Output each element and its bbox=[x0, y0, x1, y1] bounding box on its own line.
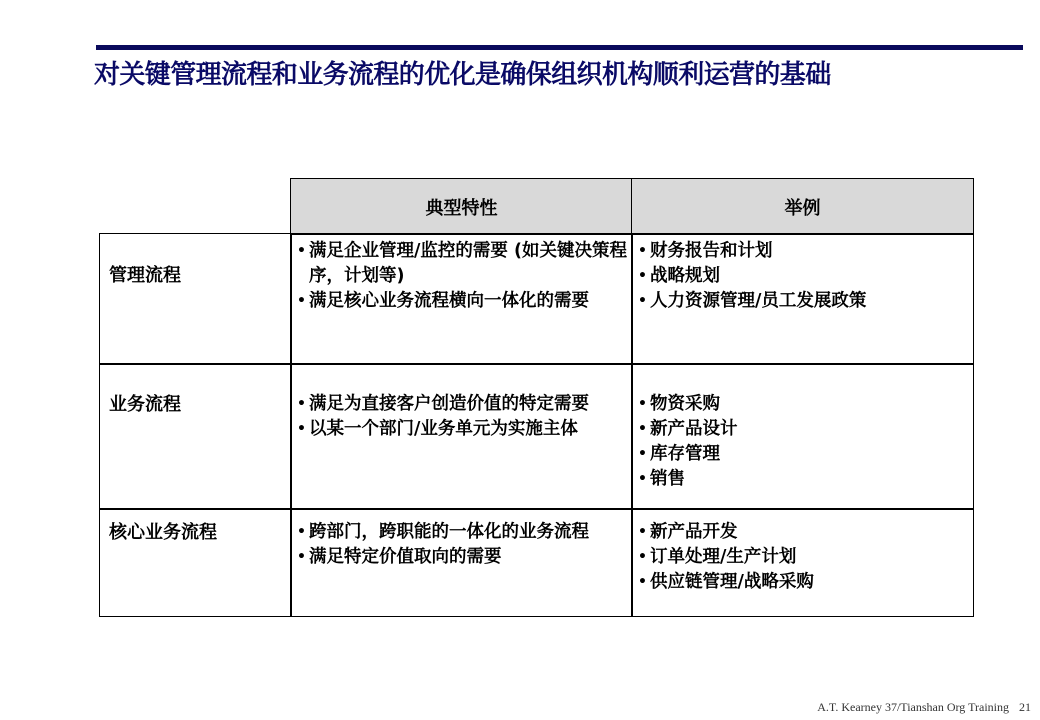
slide-title: 对关键管理流程和业务流程的优化是确保组织机构顺利运营的基础 bbox=[94, 60, 831, 90]
row-label-text: 核心业务流程 bbox=[109, 522, 217, 543]
header-characteristics bbox=[290, 178, 633, 235]
core-business-examples bbox=[631, 508, 974, 617]
core-business-characteristics bbox=[290, 508, 633, 617]
management-examples bbox=[631, 233, 974, 365]
row-label-management bbox=[99, 233, 292, 365]
footer-source: A.T. Kearney 37/Tianshan Org Training bbox=[817, 700, 1009, 714]
business-examples bbox=[631, 363, 974, 510]
list-item: • 满足核心业务流程横向一体化的需要 bbox=[291, 289, 628, 314]
slide-footer bbox=[817, 700, 1031, 715]
list-item: • 订单处理/生产计划 bbox=[632, 545, 969, 570]
list-item: • 跨部门，跨职能的一体化的业务流程 bbox=[291, 520, 628, 545]
page-number: 21 bbox=[1019, 700, 1031, 714]
list-item: • 新产品设计 bbox=[632, 417, 969, 442]
list-item: • 供应链管理/战略采购 bbox=[632, 570, 969, 595]
row-label-text: 业务流程 bbox=[109, 394, 181, 415]
list-item: • 库存管理 bbox=[632, 442, 969, 467]
list-item: • 物资采购 bbox=[632, 392, 969, 417]
header-examples bbox=[631, 178, 974, 235]
list-item: • 财务报告和计划 bbox=[632, 239, 969, 264]
title-rule bbox=[96, 45, 1023, 50]
business-characteristics bbox=[290, 363, 633, 510]
header-characteristics-label: 典型特性 bbox=[425, 197, 498, 219]
row-label-text: 管理流程 bbox=[109, 265, 181, 286]
row-label-core-business bbox=[99, 508, 292, 617]
list-item: • 满足特定价值取向的需要 bbox=[291, 545, 628, 570]
list-item: • 以某一个部门/业务单元为实施主体 bbox=[291, 417, 628, 442]
list-item: • 人力资源管理/员工发展政策 bbox=[632, 289, 969, 314]
list-item: • 销售 bbox=[632, 467, 969, 492]
list-item: • 新产品开发 bbox=[632, 520, 969, 545]
list-item: • 满足企业管理/监控的需要 (如关键决策程序，计划等) bbox=[291, 239, 628, 289]
list-item: • 战略规划 bbox=[632, 264, 969, 289]
management-characteristics bbox=[290, 233, 633, 365]
list-item: • 满足为直接客户创造价值的特定需要 bbox=[291, 392, 628, 417]
row-label-business bbox=[99, 363, 292, 510]
header-examples-label: 举例 bbox=[784, 197, 821, 219]
